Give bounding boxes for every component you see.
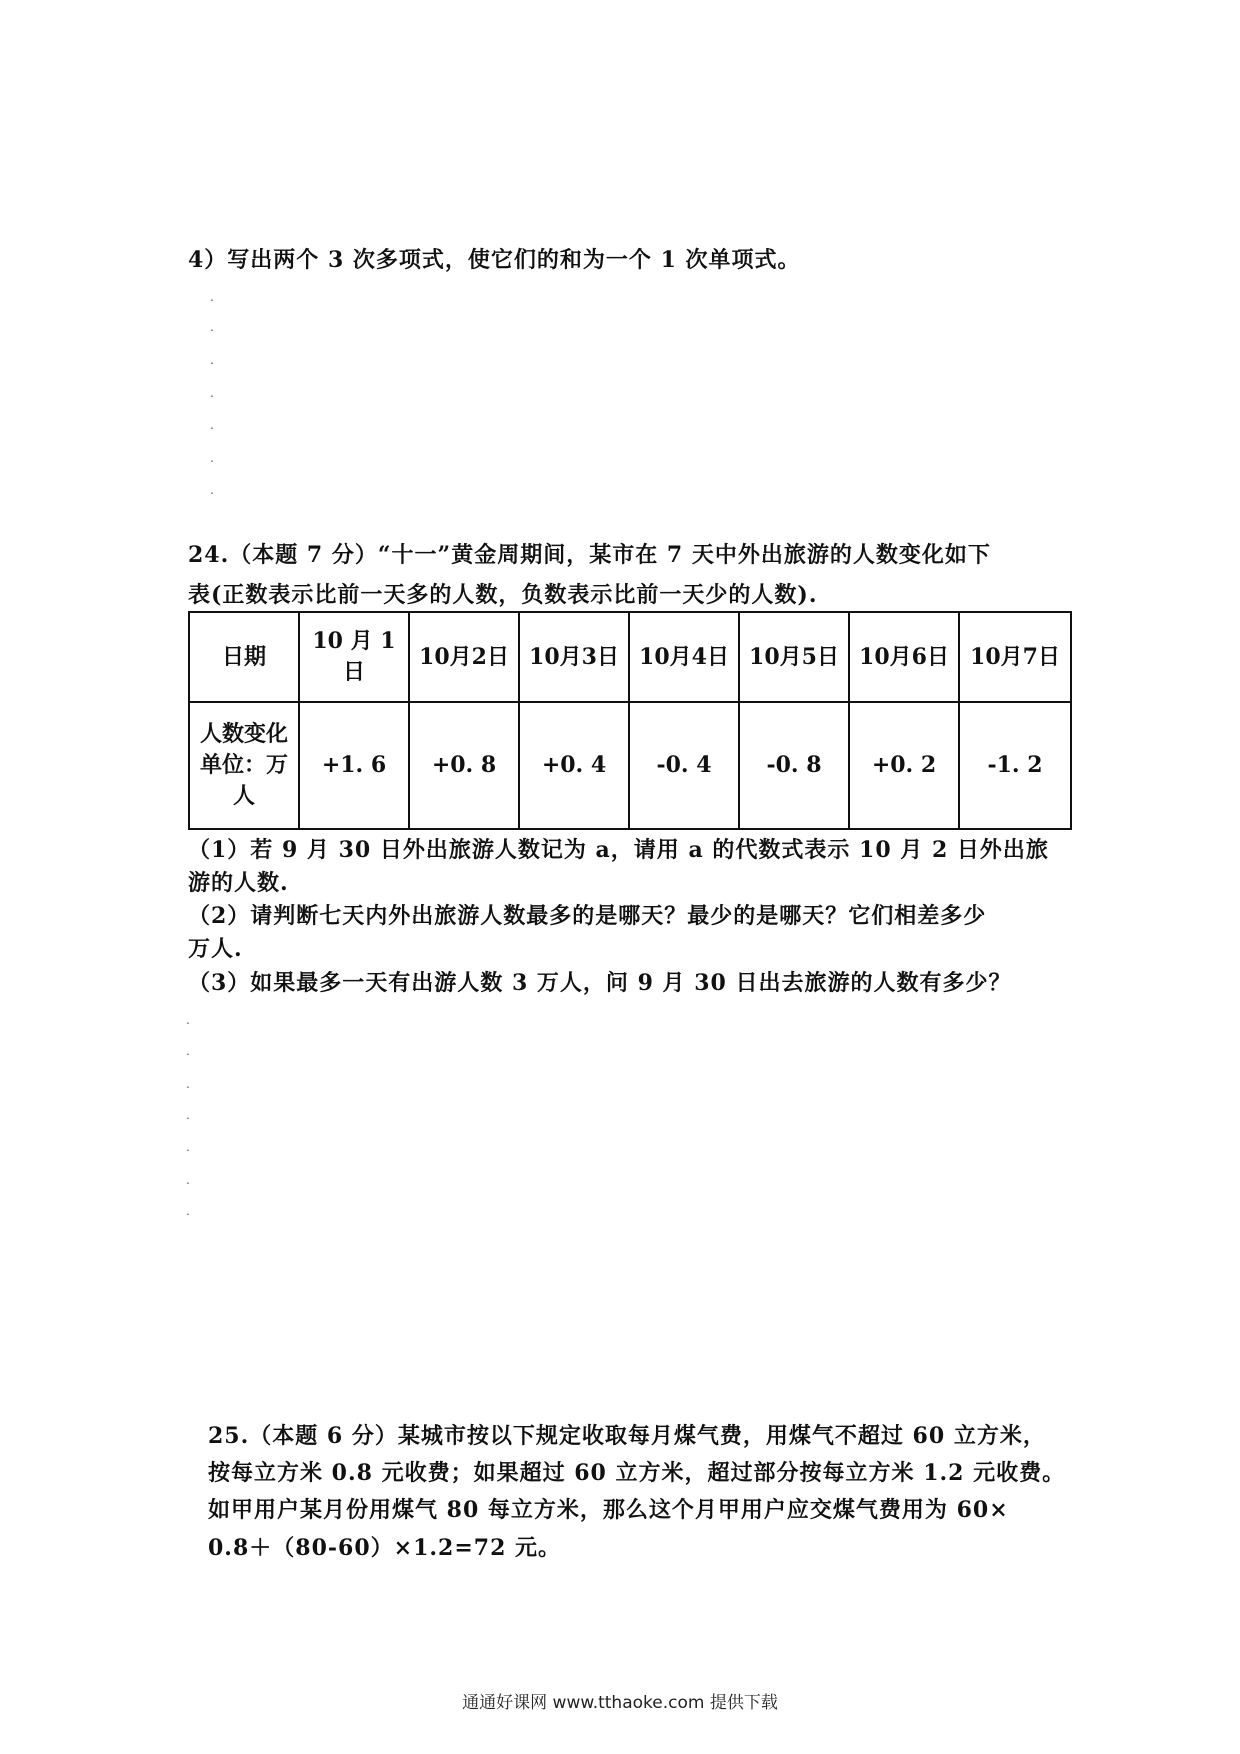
table-header-row: [189, 612, 1071, 702]
table-value-row: [189, 702, 1071, 829]
answer-space-dot: .: [186, 1140, 190, 1154]
answer-space-dot: .: [210, 386, 214, 400]
date-cell: 10月5日: [739, 612, 849, 702]
q24-sub2-line2: 万人.: [188, 936, 243, 962]
value-cell: +0. 8: [409, 702, 519, 829]
q23-part4-text: 4）写出两个 3 次多项式，使它们的和为一个 1 次单项式。: [188, 247, 801, 273]
q24-sub2-line1: （2）请判断七天内外出旅游人数最多的是哪天？最少的是哪天？它们相差多少: [188, 903, 987, 929]
answer-space-dot: .: [186, 1013, 190, 1027]
answer-space-dot: .: [186, 1108, 190, 1122]
value-cell: +1. 6: [299, 702, 409, 829]
q24-sub1-line2: 游的人数.: [188, 870, 289, 896]
q24-sub3: （3）如果最多一天有出游人数 3 万人，问 9 月 30 日出去旅游的人数有多少？: [188, 970, 1012, 996]
answer-space-dot: .: [210, 320, 214, 334]
date-cell: 10月4日: [629, 612, 739, 702]
q24-sub1-line1: （1）若 9 月 30 日外出旅游人数记为 a，请用 a 的代数式表示 10 月 2 日外出旅: [188, 837, 1049, 863]
answer-space-dot: .: [210, 353, 214, 367]
date-cell: 10 月 1 日: [299, 612, 409, 702]
value-cell: +0. 2: [849, 702, 959, 829]
answer-space-dot: .: [210, 451, 214, 465]
answer-space-dot: .: [210, 290, 214, 304]
tourism-change-table: [188, 611, 1072, 830]
page-footer: 通通好课网 www.tthaoke.com 提供下载: [462, 1693, 778, 1713]
q25-stem-line4: 0.8＋（80-60）×1.2=72 元。: [208, 1535, 562, 1561]
q24-stem-line1: 24.（本题 7 分）“十一”黄金周期间，某市在 7 天中外出旅游的人数变化如下: [188, 542, 991, 568]
value-cell: +0. 4: [519, 702, 629, 829]
answer-space-dot: .: [186, 1204, 190, 1218]
answer-space-dot: .: [186, 1077, 190, 1091]
change-header-cell: 人数变化单位：万人: [189, 702, 299, 829]
answer-space-dot: .: [186, 1173, 190, 1187]
value-cell: -1. 2: [959, 702, 1071, 829]
value-cell: -0. 4: [629, 702, 739, 829]
date-cell: 10月2日: [409, 612, 519, 702]
answer-space-dot: .: [186, 1044, 190, 1058]
date-cell: 10月3日: [519, 612, 629, 702]
date-cell: 10月7日: [959, 612, 1071, 702]
date-cell: 10月6日: [849, 612, 959, 702]
q25-stem-line3: 如甲用户某月份用煤气 80 每立方米，那么这个月甲用户应交煤气费用为 60×: [208, 1497, 1009, 1523]
q25-stem-line2: 按每立方米 0.8 元收费；如果超过 60 立方米，超过部分按每立方米 1.2 元收费。: [208, 1460, 1066, 1486]
q25-stem-line1: 25.（本题 6 分）某城市按以下规定收取每月煤气费，用煤气不超过 60 立方米，: [208, 1423, 1046, 1449]
answer-space-dot: .: [210, 483, 214, 497]
q24-stem-line2: 表(正数表示比前一天多的人数，负数表示比前一天少的人数).: [188, 582, 818, 608]
answer-space-dot: .: [210, 418, 214, 432]
date-header-cell: 日期: [189, 612, 299, 702]
value-cell: -0. 8: [739, 702, 849, 829]
